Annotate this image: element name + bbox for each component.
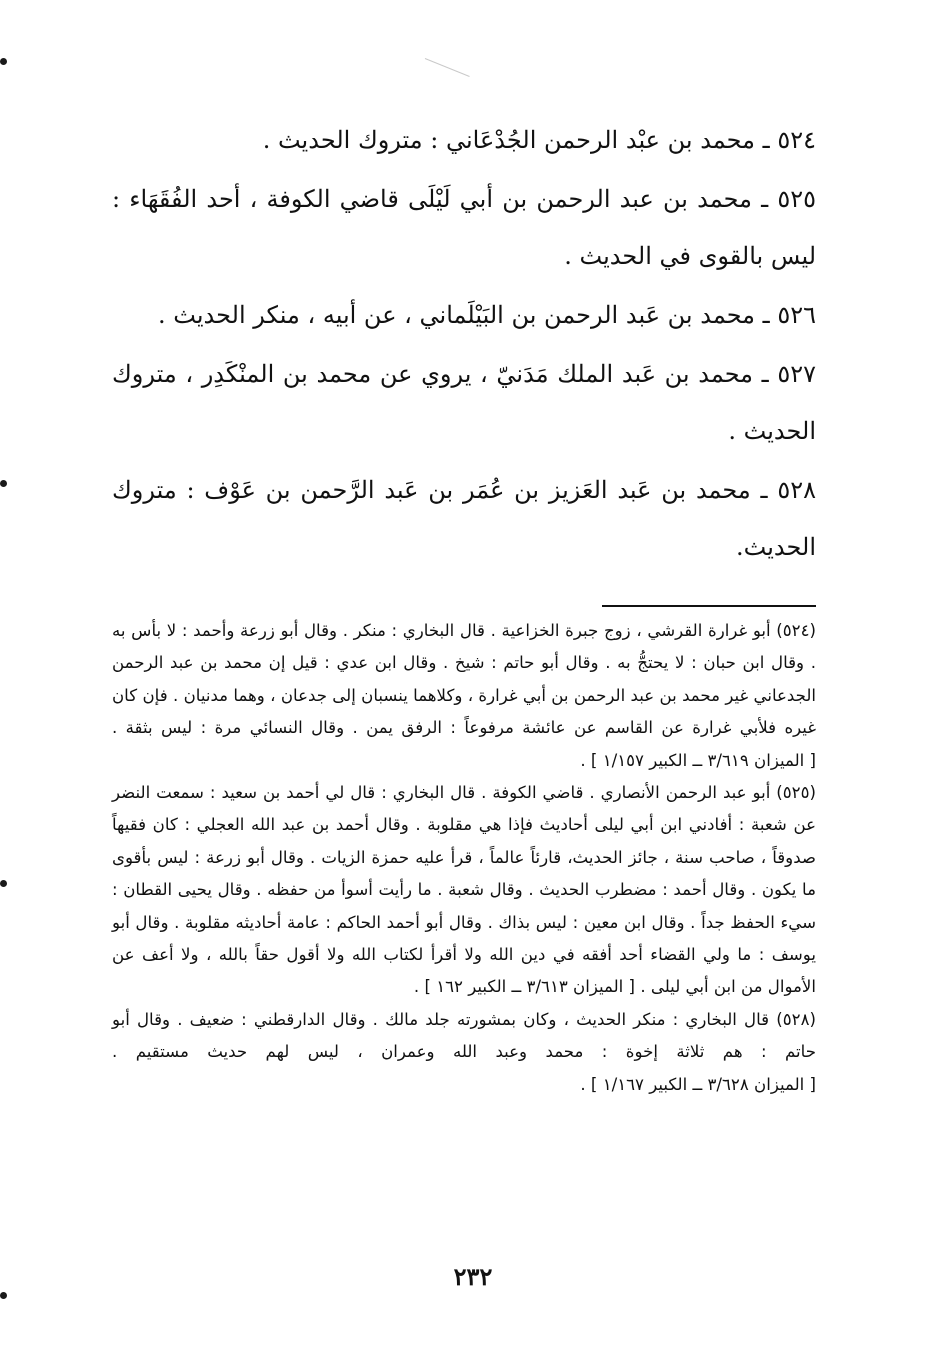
footnote-source: [ الميزان ٣/٦٢٨ ــ الكبير ١/١٦٧ ] . <box>580 1074 816 1094</box>
footnote-524 <box>112 615 816 777</box>
entry-524: ٥٢٤ ـ محمد بن عبْد الرحمن الجُدْعَاني : متروك الحديث . <box>262 126 816 154</box>
scan-scratch <box>425 58 470 77</box>
scan-speck <box>0 58 7 65</box>
entry-527: ٥٢٧ ـ محمد بن عَبد الملك مَدَنيّ ، يروي عن محمد بن المنْكَدِر ، متروك الحديث . <box>112 360 816 445</box>
footnote-528 <box>112 1004 816 1101</box>
footnotes <box>112 615 816 1101</box>
scan-speck <box>0 1292 7 1299</box>
footnote-source: [ الميزان ٣/٦١٣ ــ الكبير ١٦٢ ] . <box>413 977 636 997</box>
scan-speck <box>0 880 7 887</box>
entry-528: ٥٢٨ ـ محمد بن عَبد العَزيز بن عُمَر بن عَبد الرَّحمن بن عَوْف : متروك الحديث. <box>112 476 817 561</box>
footnote-525 <box>112 777 816 1004</box>
footnote-text: (٥٢٤) أبو غرارة القرشي ، زوج جبرة الخزاعية . قال البخاري : منكر . وقال أبو زرعة وأحمد : لا بأس به . وقال ابن حبان : لا يحتجُّ به . وقال أبو حاتم : شيخ . وقال ابن عدي : قيل إن محمد بن عبد الرحمن الجدعاني غير محمد بن عبد الرحمن بن أبي غرارة ، وكلاهما ينسبان إلى جدعان ، وهما مدنيان . فإن كان غيره فلأبي غرارة عن القاسم عن عائشة مرفوعاً : الرفق يمن . وقال النسائي مرة : ليس بثقة . <box>112 621 816 738</box>
footnote-text: (٥٢٥) أبو عبد الرحمن الأنصاري . قاضي الكوفة . قال البخاري : قال لي أحمد بن سعيد : سمعت النضر عن شعبة : أفادني ابن أبي ليلى أحاديث فإذا هي مقلوبة . وقال أحمد بن عبد الله العجلي : كان فقيهاً صدوقاً ، صاحب سنة ، جائز الحديث، قارئاً عالماً ، قرأ عليه حمزة الزيات . وقال أبو زرعة : ليس بأقوى ما يكون . وقال أحمد : مضطرب الحديث . وقال شعبة . ما رأيت أسوأ من حفظه . وقال يحيى القطان : سيء الحفظ جداً . وقال ابن معين : ليس بذاك . وقال أبو أحمد الحاكم : عامة أحاديثه مقلوبة . وقال أبو يوسف : ما ولي القضاء أحد أفقه في دين الله ولا أقرأ لكتاب الله ولا أقول حقاً بالله ، ولا أعف عن الأموال من ابن أبي ليلى . <box>112 783 816 997</box>
page-number: ٢٣٢ <box>453 1262 493 1291</box>
footnote-separator <box>602 605 816 607</box>
main-entries <box>112 112 816 578</box>
entry-525: ٥٢٥ ـ محمد بن عبد الرحمن بن أبي لَيْلَى قاضي الكوفة ، أحد الفُقَهَاء : ليس بالقوى في الحديث . <box>112 185 816 270</box>
scan-speck <box>0 480 7 487</box>
entry-526: ٥٢٦ ـ محمد بن عَبد الرحمن بن البَيْلَماني ، عن أبيه ، منكر الحديث . <box>158 301 816 329</box>
footnote-text: (٥٢٨) قال البخاري : منكر الحديث ، وكان بمشورته جلد مالك . وقال الدارقطني : ضعيف . وقال أبو حاتم : هم ثلاثة إخوة : محمد وعبد الله وعمران ، ليس لهم حديث مستقيم . <box>112 1009 816 1062</box>
footnote-source: [ الميزان ٣/٦١٩ ــ الكبير ١/١٥٧ ] . <box>580 750 816 770</box>
